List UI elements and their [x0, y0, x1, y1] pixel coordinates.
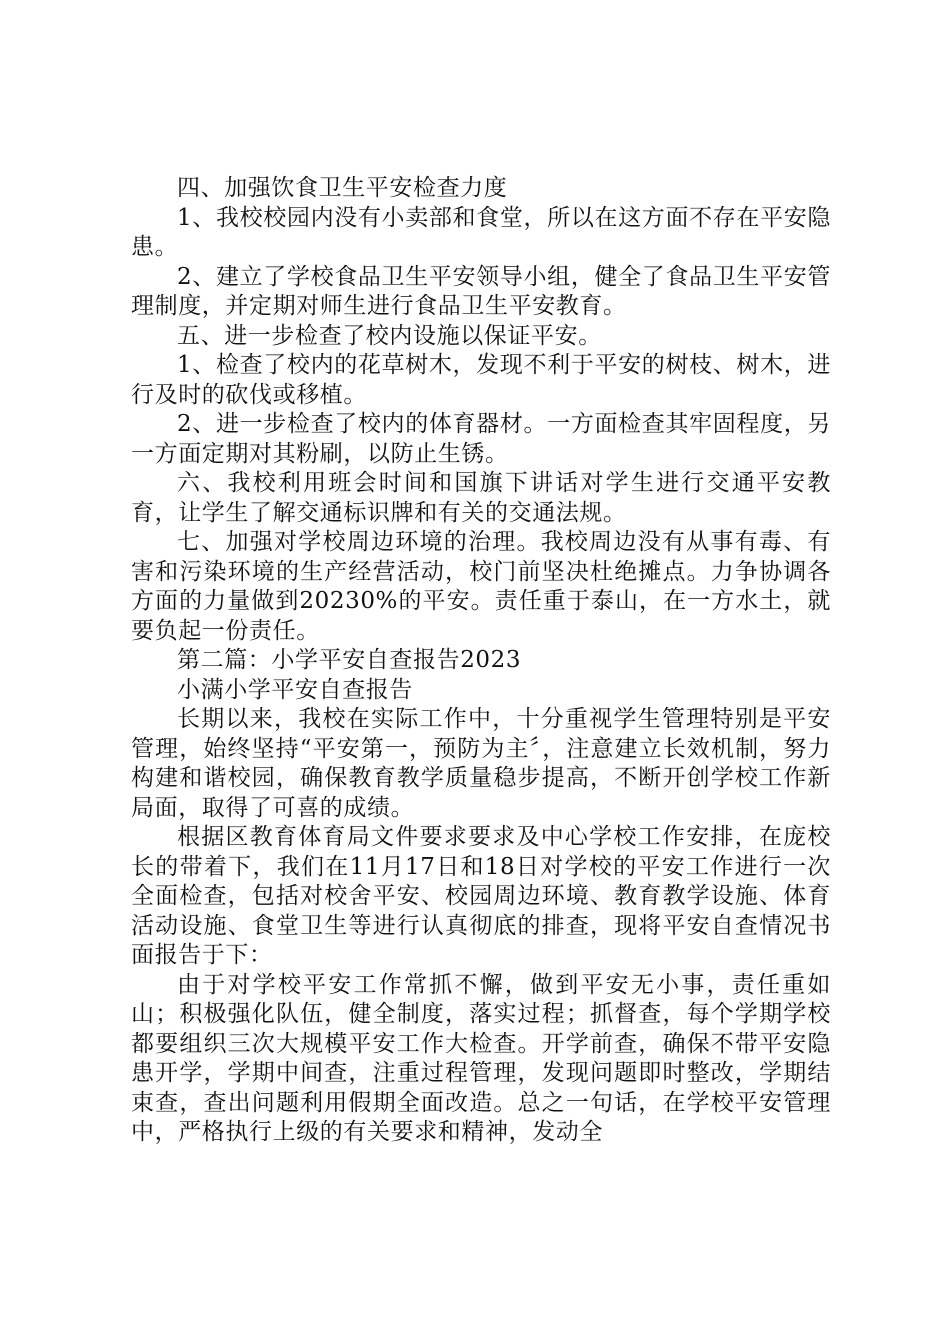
- report-title: 小满小学平安自查报告: [177, 676, 413, 703]
- paragraph: 1、我校校园内没有小卖部和食堂，所以在这方面不存在平安隐患。: [131, 204, 831, 260]
- document-body: [131, 174, 831, 1148]
- paragraph: 根据区教育体育局文件要求要求及中心学校工作安排，在庞校长的带着下，我们在11月17日和18日对学校的平安工作进行一次全面检查，包括对校舍平安、校园周边环境、教育教学设施、体育活动设施、食堂卫生等进行认真彻底的排查，现将平安自查情况书面报告于下：: [131, 824, 831, 968]
- paragraph: 2、建立了学校食品卫生平安领导小组，健全了食品卫生平安管理制度，并定期对师生进行食品卫生平安教育。: [131, 263, 831, 319]
- paragraph: 2、进一步检查了校内的体育器材。一方面检查其牢固程度，另一方面定期对其粉刷，以防止生锈。: [131, 411, 831, 467]
- part-title: 第二篇：小学平安自查报告2023: [177, 647, 522, 673]
- section-heading-traffic: 六、我校利用班会时间和国旗下讲话对学生进行交通平安教育，让学生了解交通标识牌和有关的交通法规。: [131, 470, 831, 526]
- paragraph: 长期以来，我校在实际工作中，十分重视学生管理特别是平安管理，始终坚持“平安第一，预防为主〞，注意建立长效机制，努力构建和谐校园，确保教育教学质量稳步提高，不断开创学校工作新局面，取得了可喜的成绩。: [131, 706, 831, 821]
- paragraph: 1、检查了校内的花草树木，发现不利于平安的树枝、树木，进行及时的砍伐或移植。: [131, 352, 831, 408]
- section-heading-environment: 七、加强对学校周边环境的治理。我校周边没有从事有毒、有害和污染环境的生产经营活动，校门前坚决杜绝摊点。力争协调各方面的力量做到20230%的平安。责任重于泰山，在一方水土，就要负起一份责任。: [131, 529, 831, 644]
- section-heading-food-safety: 四、加强饮食卫生平安检查力度: [177, 175, 508, 201]
- section-heading-facilities: 五、进一步检查了校内设施以保证平安。: [177, 322, 602, 349]
- paragraph: 由于对学校平安工作常抓不懈，做到平安无小事，责任重如山；积极强化队伍，健全制度，落实过程；抓督查，每个学期学校都要组织三次大规模平安工作大检查。开学前查，确保不带平安隐患开学，学期中间查，注重过程管理，发现问题即时整改，学期结束查，查出问题利用假期全面改造。总之一句话，在学校平安管理中，严格执行上级的有关要求和精神，发动全: [131, 971, 831, 1145]
